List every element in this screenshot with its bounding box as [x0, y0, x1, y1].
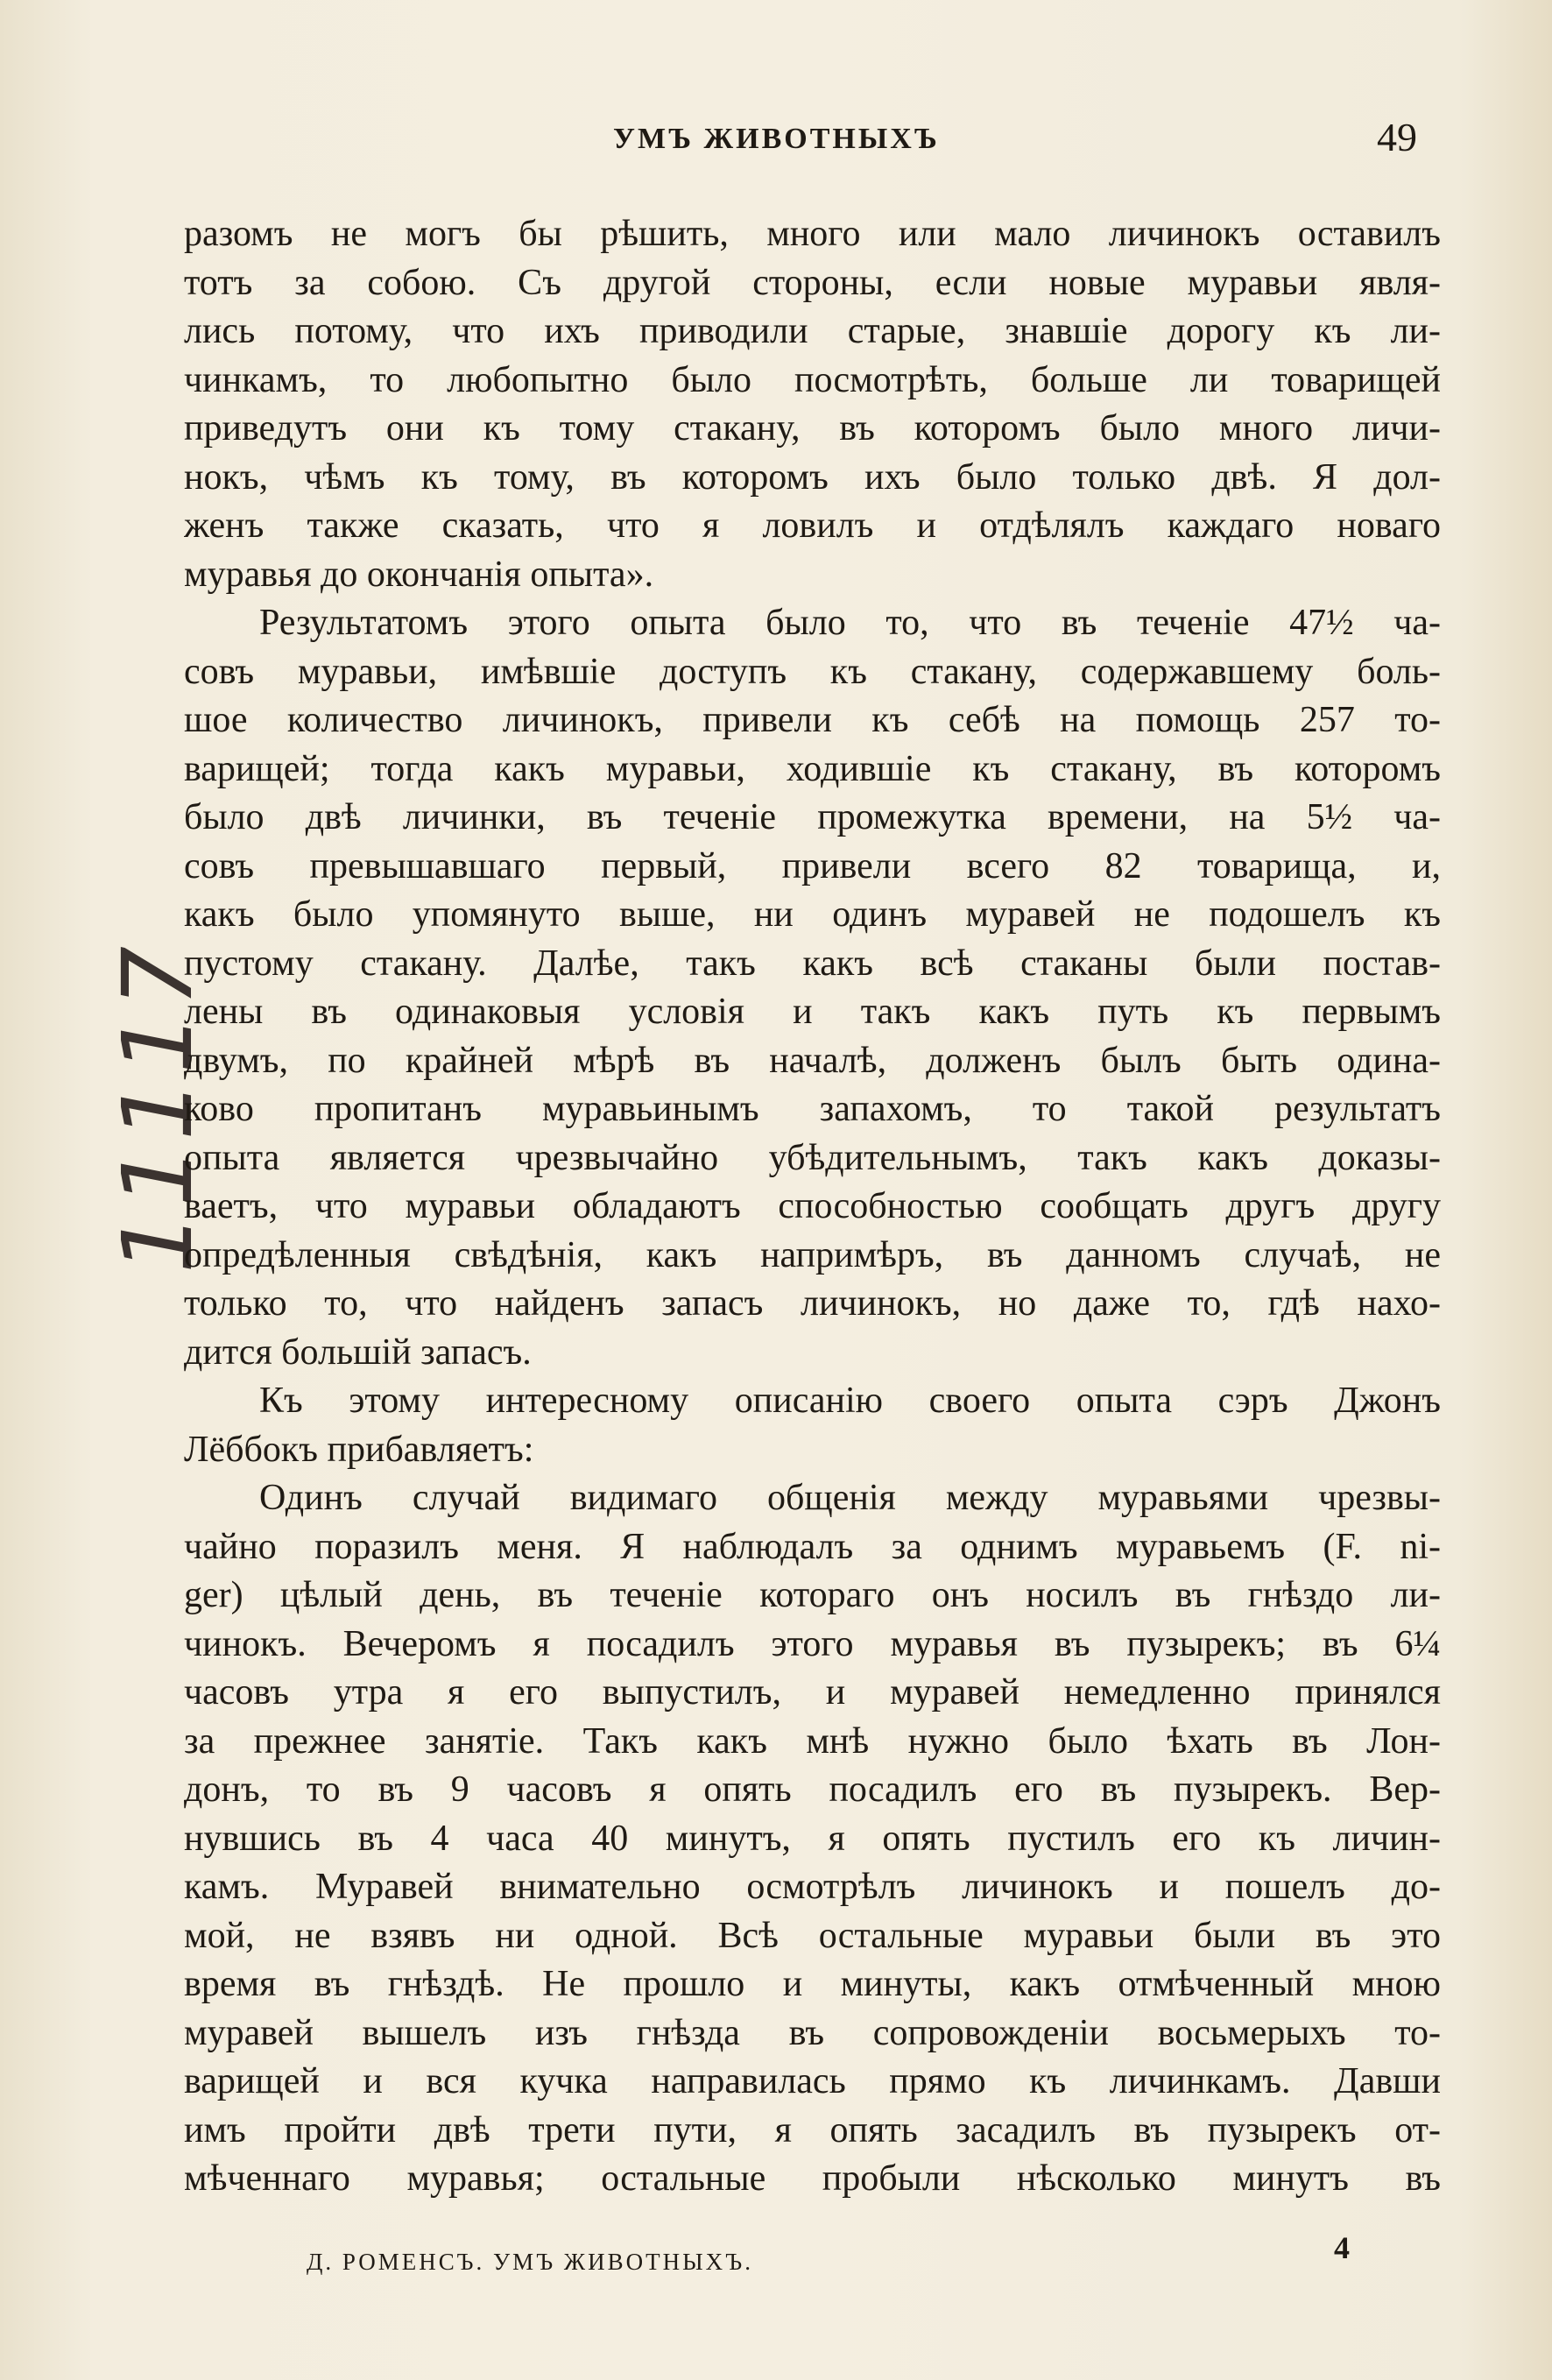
text-line: ково пропитанъ муравьинымъ запахомъ, то такой результатъ [184, 1089, 1441, 1129]
text-line: только то, что найденъ запасъ личинокъ, но даже то, гдѣ нахо- [184, 1283, 1441, 1324]
text-line: женъ также сказать, что я ловилъ и отдѣлялъ каждаго новаго [184, 505, 1441, 546]
text-line: разомъ не могъ бы рѣшить, много или мало личинокъ оставилъ [184, 214, 1441, 254]
text-line: часовъ утра я его выпустилъ, и муравей немедленно принялся [184, 1672, 1441, 1713]
text-line: совъ муравьи, имѣвшіе доступъ къ стакану, содержавшему боль- [184, 651, 1441, 692]
text-line: нокъ, чѣмъ къ тому, въ которомъ ихъ было только двѣ. Я дол- [184, 456, 1441, 498]
text-line: было двѣ личинки, въ теченіе промежутка времени, на 5½ ча- [184, 797, 1441, 837]
text-line: чайно поразилъ меня. Я наблюдалъ за однимъ муравьемъ (F. ni- [184, 1526, 1441, 1567]
text-line: нувшись въ 4 часа 40 минутъ, я опять пустилъ его къ личин- [184, 1818, 1441, 1859]
handwritten-inventory-number: 11117 [101, 941, 214, 1274]
text-line: за прежнее занятіе. Такъ какъ мнѣ нужно было ѣхать въ Лон- [184, 1720, 1441, 1762]
text-line: дится большій запасъ. [184, 1331, 532, 1373]
text-line: чинкамъ, то любопытно было посмотрѣть, больше ли товарищей [184, 359, 1441, 400]
running-head: УМЪ ЖИВОТНЫХЪ [613, 123, 940, 155]
text-line: мой, не взявъ ни одной. Всѣ остальные муравьи были въ это [184, 1915, 1441, 1956]
text-line: лены въ одинаковыя условія и такъ какъ путь къ первымъ [184, 992, 1441, 1032]
text-line: шое количество личинокъ, привели къ себѣ на помощь 257 то- [184, 700, 1441, 740]
text-line: опыта является чрезвычайно убѣдительнымъ, такъ какъ доказы- [184, 1137, 1441, 1178]
text-line: чинокъ. Вечеромъ я посадилъ этого муравья въ пузырекъ; въ 6¼ [184, 1623, 1441, 1664]
text-line: приведутъ они къ тому стакану, въ которомъ было много личи- [184, 408, 1441, 448]
text-line: муравей вышелъ изъ гнѣзда въ сопровожденіи восьмерыхъ то- [184, 2012, 1441, 2053]
text-line: лись потому, что ихъ приводили старые, знавшіе дорогу къ ли- [184, 311, 1441, 351]
page-number: 49 [1377, 115, 1417, 159]
text-line: мѣченнаго муравья; остальные пробыли нѣсколько минутъ въ [184, 2158, 1441, 2199]
text-line: варищей и вся кучка направилась прямо къ личинкамъ. Давши [184, 2061, 1441, 2101]
text-line: совъ превышавшаго первый, привели всего 82 товарища, и, [184, 845, 1441, 886]
text-line: муравья до окончанія опыта». [184, 554, 654, 595]
text-line: ваетъ, что муравьи обладаютъ способностью сообщать другъ другу [184, 1186, 1441, 1226]
text-line: ger) цѣлый день, въ теченіе котораго онъ носилъ въ гнѣздо ли- [184, 1575, 1441, 1615]
text-line: тотъ за собою. Съ другой стороны, если новые муравьи явля- [184, 262, 1441, 303]
text-line: Результатомъ этого опыта было то, что въ теченіе 47½ ча- [259, 603, 1441, 643]
text-line: опредѣленныя свѣдѣнія, какъ напримѣръ, въ данномъ случаѣ, не [184, 1234, 1441, 1275]
text-line: варищей; тогда какъ муравьи, ходившіе къ стакану, въ которомъ [184, 748, 1441, 789]
text-line: пустому стакану. Далѣе, такъ какъ всѣ стаканы были постав- [184, 943, 1441, 984]
text-line: какъ было упомянуто выше, ни одинъ муравей не подошелъ къ [184, 894, 1441, 935]
text-line: Одинъ случай видимаго общенія между муравьями чрезвы- [259, 1478, 1441, 1518]
footer-signature: Д. РОМЕНСЪ. УМЪ ЖИВОТНЫХЪ. [307, 2249, 753, 2275]
body-text [184, 210, 1441, 2204]
text-line: донъ, то въ 9 часовъ я опять посадилъ его въ пузырекъ. Вер- [184, 1769, 1441, 1810]
text-line: Лёббокъ прибавляетъ: [184, 1429, 534, 1470]
text-line: время въ гнѣздѣ. Не прошло и минуты, какъ отмѣченный мною [184, 1964, 1441, 2004]
text-line: двумъ, по крайней мѣрѣ въ началѣ, долженъ былъ быть одина- [184, 1040, 1441, 1081]
text-line: Къ этому интересному описанію своего опыта сэръ Джонъ [259, 1381, 1441, 1421]
text-line: камъ. Муравей внимательно осмотрѣлъ личинокъ и пошелъ до- [184, 1867, 1441, 1907]
footer-sheet-number: 4 [1334, 2230, 1350, 2265]
text-line: имъ пройти двѣ трети пути, я опять засадилъ въ пузырекъ от- [184, 2109, 1441, 2150]
